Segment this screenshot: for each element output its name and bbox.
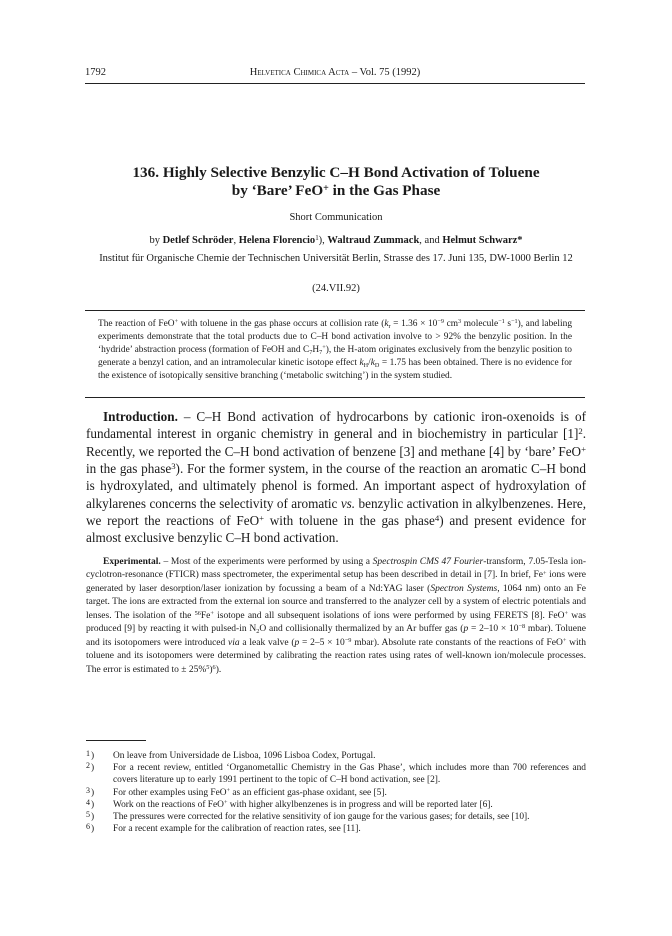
abstract: The reaction of FeO+ with toluene in the gas phase occurs at collision rate ($k_r = 1.36 \times 10^{-9}$ $cm^3$ molecule$^{-1}$ $s^{-1}$), and labeling experiments demonstrate that the total products due to C–H bond activation involve to > 92% the benzylic position. In the ‘hydride’ abstraction process (formation of FeOH and $C_7H_7^+$), the H-atom originates exclusively from the benzylic position to generate a benzyl cation, and an intramolecular kinetic isotope effect $k_H/k_D = 1.75$ has been obtained. There is no evidence for the existence of isotopically sensitive branching (‘metabolic switching’) in the system studied.: [98, 318, 573, 382]
footnote-5: 5 ) The pressures were corrected for the relative sensitivity of ion gauge for the various gases; for details, see [10].: [86, 810, 530, 823]
author-1: Detlef Schröder: [162, 235, 234, 246]
footnotes: [86, 750, 586, 835]
affiliation: Institut für Organische Chemie der Technischen Universität Berlin, Strasse des 17. Juni 135, DW-1000 Berlin 12: [99, 253, 573, 264]
footnote-3: 3 ) For other examples using FeO+ as an efficient gas-phase oxidant, see [5].: [86, 785, 387, 798]
article-type: Short Communication: [289, 212, 383, 223]
experimental-paragraph: Experimental. – Most of the experiments were performed by using a Spectrospin CMS 47 Fourier-transform, 7.05-Tesla ion-cyclotron-resonance (FTICR) mass spectrometer, the experimental setup has been described in detail in [7]. In brief, Fe+ ions were generated by laser desorption/laser ionization by focussing a beam of a Nd:YAG laser (Spectron Systems, 1064 nm) onto an Fe target. The ions are extracted from the external ion source and transferred to the analyzer cell by a system of electric potentials and lenses. The isolation of the $^{56}$Fe+ isotope and all subsequent isolations of ions were performed by using FERETS [8]. FeO+ was produced [9] by reacting it with pulsed-in $N_2O$ and collisionally thermalized by an Ar buffer gas ($p = 2-10 \times 10^{-8}$ mbar). Toluene and its isotopomers were introduced via a leak valve ($p = 2-5 \times 10^{-9}$ mbar). Absolute rate constants of the reactions of FeO+ with toluene and its isotopomers were determined by calibrating the reaction rates using rates of well-known ion/molecule processes. The error is estimated to ± 25%$^5$)$^6$).: [86, 557, 587, 675]
received-date: (24.VII.92): [312, 283, 360, 294]
introduction-heading: Introduction.: [103, 409, 178, 424]
footnote-1: 1 ) On leave from Universidade de Lisboa, 1096 Lisboa Codex, Portugal.: [86, 749, 376, 761]
article-title-line-1: 136. Highly Selective Benzylic C–H Bond Activation of Toluene: [132, 164, 540, 181]
author-2: Helena Florencio: [238, 235, 316, 246]
author-3: Waltraud Zummack: [327, 235, 420, 246]
footnote-2: 2 ) For a recent review, entitled ‘Organometallic Chemistry in the Gas Phase’, which includes more than 700 references and covers literature up to early 1991 pertinent to the topic of C–H bond activation, see [2].: [86, 761, 586, 786]
journal-title: Helvetica Chimica Acta: [249, 67, 350, 78]
footnote-4: 4 ) Work on the reactions of FeO+ with higher alkylbenzenes is in progress and will be reported later [6].: [86, 797, 493, 810]
introduction-paragraph: Introduction. – C–H Bond activation of hydrocarbons by cationic iron-oxenoids is of fundamental interest in organic chemistry in general and in biochemistry in particular $[1]^2$. Recently, we reported the C–H bond activation of benzene [3] and methane [4] by ‘bare’ FeO+ in the gas phase$^3$). For the former system, in the course of the reaction an aromatic C–H bond is hydroxylated, and ultimately phenol is formed. An important aspect of hydroxylation of alkylarenes concerns the selectivity of aromatic vs. benzylic activation in alkylbenzenes. Here, we report the reactions of FeO+ with toluene in the gas phase$^4$) and present evidence for almost exclusive benzylic C–H bond activation.: [86, 409, 587, 546]
article-title-line-2: by ‘Bare’ FeO+ in the Gas Phase: [231, 182, 441, 199]
running-header: [85, 67, 585, 84]
experimental-heading: Experimental.: [103, 557, 161, 567]
author-list: by Detlef Schröder, Helena Florencio$^1$), Waltraud Zummack, and Helmut Schwarz*: [149, 234, 523, 246]
page-number: 1792: [85, 67, 106, 78]
author-4: Helmut Schwarz*: [442, 235, 523, 246]
footnote-divider: [86, 740, 146, 741]
journal-name: [85, 67, 585, 78]
journal-volume: – Vol. 75 (1992): [351, 67, 421, 78]
abstract-bottom-rule: [85, 397, 585, 398]
abstract-top-rule: [85, 310, 585, 311]
footnote-6: 6 ) For a recent example for the calibration of reaction rates, see [11].: [86, 822, 361, 835]
